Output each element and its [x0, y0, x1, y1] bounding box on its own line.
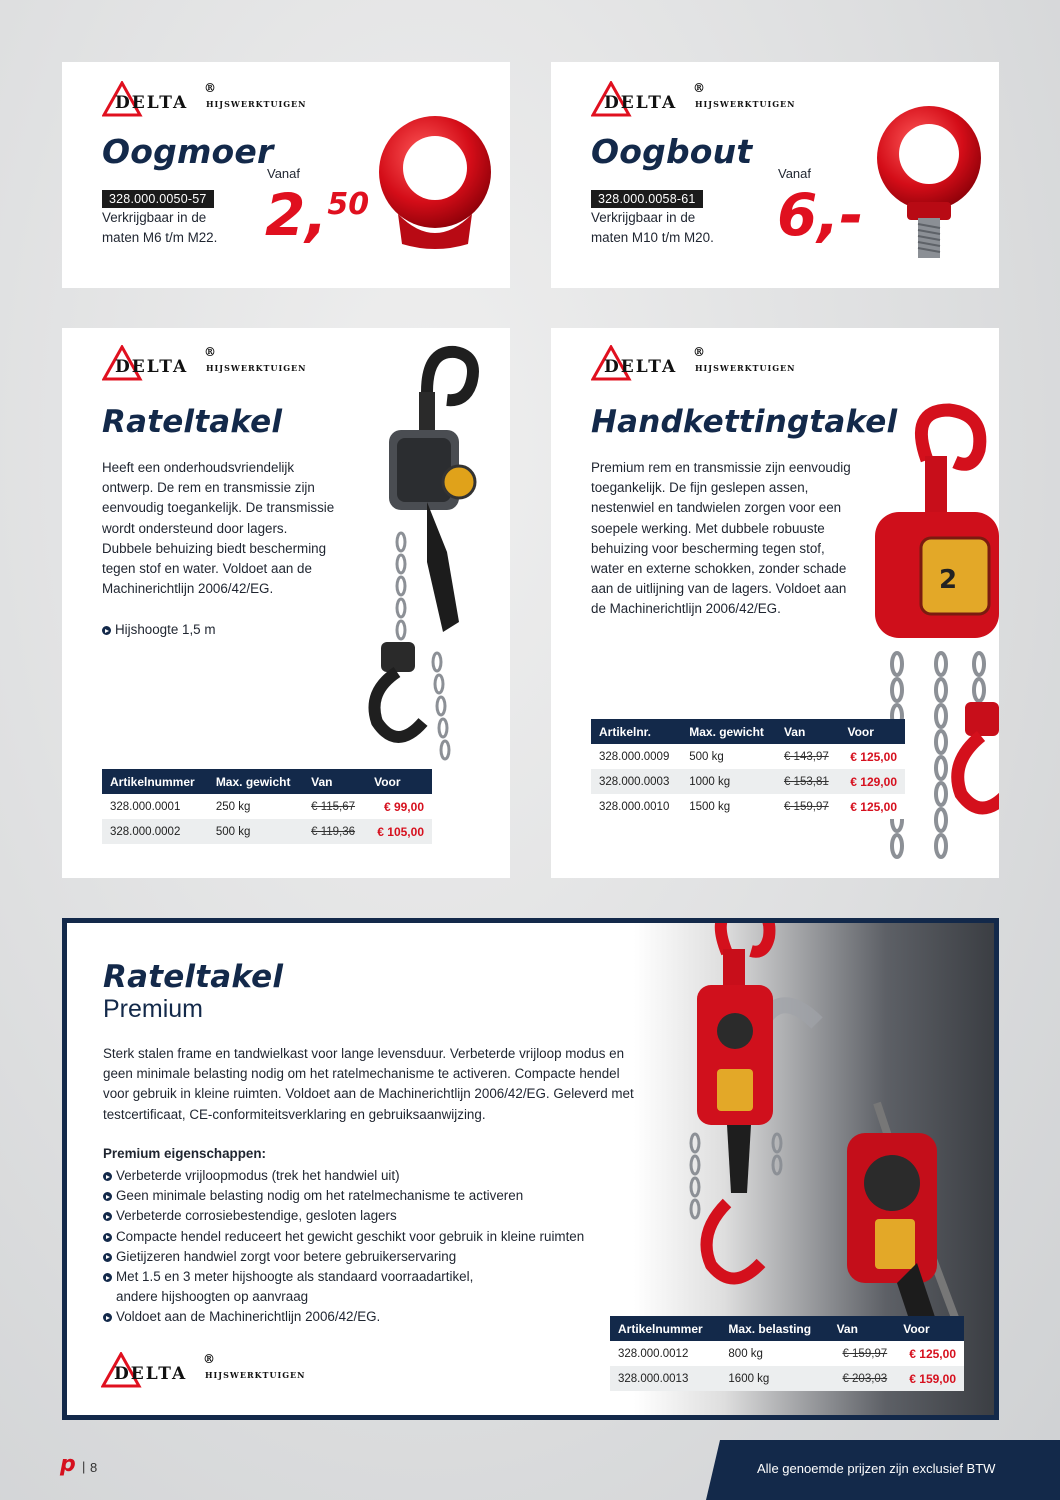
table-row — [102, 794, 432, 819]
old-price: € 119,36 — [303, 819, 366, 844]
new-price: € 105,00 — [366, 819, 432, 844]
old-price: € 159,97 — [776, 794, 839, 819]
feature-text-continued: andere hijshoogten op aanvraag — [116, 1289, 309, 1305]
feature-item — [102, 620, 215, 640]
column-header: Artikelnr. — [591, 719, 681, 744]
feature-list — [102, 620, 215, 640]
feature-item — [103, 1166, 643, 1186]
premium-section — [62, 918, 999, 1420]
new-price: € 129,00 — [839, 769, 905, 794]
column-header: Voor — [839, 719, 905, 744]
price-dec: 50 — [327, 187, 370, 222]
desc-line: water en externe schokken, zonder schade — [591, 561, 847, 577]
feature-item — [103, 1247, 643, 1267]
new-price: € 125,00 — [839, 794, 905, 819]
article-number: 328.000.0003 — [591, 769, 681, 794]
bullet-icon — [103, 1192, 112, 1201]
desc-line: Premium rem en transmissie zijn eenvoudig — [591, 460, 851, 475]
feature-item — [103, 1307, 643, 1327]
table-row — [591, 744, 905, 769]
desc-line: testcertificaat, CE-conformiteitsverklaring en gebruiksaanwijzing. — [103, 1106, 486, 1122]
new-price: € 99,00 — [366, 794, 432, 819]
feature-item — [103, 1267, 643, 1307]
rateltakel-card — [62, 328, 510, 878]
feature-item — [103, 1227, 643, 1247]
new-price: € 125,00 — [895, 1341, 964, 1366]
max-weight: 500 kg — [208, 819, 303, 844]
feature-text: Compacte hendel reduceert het gewicht geschikt voor gebruik in kleine ruimten — [116, 1228, 585, 1244]
logo-reg: ® — [204, 345, 216, 359]
desc-line: wordt ondersteund door lagers. — [102, 520, 288, 536]
new-price: € 125,00 — [839, 744, 905, 769]
desc-line: tegen stof en water. Voldoet aan de — [102, 561, 312, 577]
desc-line: soepele werking. Met dubbele robuuste — [591, 520, 825, 536]
article-number: 328.000.0001 — [102, 794, 208, 819]
table-row — [591, 794, 905, 819]
product-desc — [591, 208, 714, 248]
logo-brand: DELTA — [604, 93, 678, 113]
column-header: Van — [829, 1316, 896, 1341]
delta-logo — [591, 81, 821, 121]
desc-line: de Machinerichtlijn 2006/42/EG. — [591, 601, 781, 617]
logo-sub: HIJSWERKTUIGEN — [206, 99, 307, 109]
eye-nut-image — [370, 102, 500, 252]
footer-separator: | — [82, 1459, 86, 1474]
price — [265, 181, 370, 249]
product-desc — [102, 208, 217, 248]
logo-sub: HIJSWERKTUIGEN — [206, 363, 307, 373]
old-price: € 153,81 — [776, 769, 839, 794]
table-row — [591, 769, 905, 794]
price-int: 2, — [265, 181, 328, 249]
delta-logo — [101, 1352, 331, 1392]
article-number: 328.000.0012 — [610, 1341, 720, 1366]
bullet-icon — [102, 626, 111, 635]
old-price: € 159,97 — [829, 1341, 896, 1366]
props-title: Premium eigenschappen: — [103, 1146, 266, 1161]
product-desc — [102, 458, 334, 599]
vanaf-label: Vanaf — [267, 166, 301, 181]
old-price: € 203,03 — [829, 1366, 896, 1391]
feature-text: Geen minimale belasting nodig om het ratelmechanisme te activeren — [116, 1188, 524, 1204]
desc-line: Sterk stalen frame en tandwielkast voor lange levensduur. Verbeterde vrijloop modus en — [103, 1046, 625, 1061]
footer-brand-mark: p — [60, 1452, 76, 1477]
bullet-icon — [103, 1233, 112, 1242]
price: 6,- — [777, 181, 864, 249]
new-price: € 159,00 — [895, 1366, 964, 1391]
feature-text: Verbeterde corrosiebestendige, gesloten lagers — [116, 1208, 397, 1224]
price-table — [610, 1316, 964, 1391]
table-header-row — [102, 769, 432, 794]
price-table — [102, 769, 432, 844]
bullet-icon — [103, 1212, 112, 1221]
logo-brand: DELTA — [604, 357, 678, 377]
article-number: 328.000.0002 — [102, 819, 208, 844]
logo-sub: HIJSWERKTUIGEN — [205, 1370, 306, 1380]
desc-line: Heeft een onderhoudsvriendelijk — [102, 460, 295, 475]
delta-logo — [591, 345, 821, 385]
logo-brand: DELTA — [114, 1364, 188, 1384]
desc-line: eenvoudig toegankelijk. De transmissie — [102, 500, 335, 516]
delta-logo — [102, 345, 332, 385]
premium-hoist-image — [677, 918, 807, 1333]
desc-line: voor gebruik in kleine ruimten. Voldoet aan de Machinerichtlijn 2006/42/EG. Geleverd met — [103, 1086, 634, 1102]
desc-line: aan de uitlijning van de lagers. Voldoet aan — [591, 581, 847, 597]
desc-line: Verkrijgbaar in de — [591, 210, 696, 225]
column-header: Max. gewicht — [681, 719, 776, 744]
desc-line: toegankelijk. De fijn geslepen assen, — [591, 480, 809, 496]
desc-line: ontwerp. De rem en transmissie zijn — [102, 480, 315, 496]
max-weight: 500 kg — [681, 744, 776, 769]
desc-line: nestenwiel en tandwielen zorgen voor een — [591, 500, 842, 516]
logo-brand: DELTA — [115, 93, 189, 113]
desc-line: maten M6 t/m M22. — [102, 230, 218, 246]
section-title: Rateltakel — [103, 959, 284, 995]
eye-bolt-image — [869, 98, 989, 268]
table-header-row — [610, 1316, 964, 1341]
old-price: € 143,97 — [776, 744, 839, 769]
feature-text: Hijshoogte 1,5 m — [115, 622, 216, 637]
desc-line: geen minimale belasting nodig om het ratelmechanisme te activeren. Compacte hendel — [103, 1066, 620, 1082]
product-title: Oogbout — [591, 132, 753, 171]
logo-brand: DELTA — [115, 357, 189, 377]
feature-item — [103, 1206, 643, 1226]
column-header: Artikelnummer — [610, 1316, 720, 1341]
bullet-icon — [103, 1273, 112, 1282]
feature-item — [103, 1186, 643, 1206]
logo-sub: HIJSWERKTUIGEN — [695, 99, 796, 109]
article-number: 328.000.0009 — [591, 744, 681, 769]
oogmoer-card — [62, 62, 510, 288]
sku-badge: 328.000.0050-57 — [102, 190, 214, 208]
bullet-icon — [103, 1172, 112, 1181]
max-weight: 1500 kg — [681, 794, 776, 819]
price-table — [591, 719, 905, 819]
logo-reg: ® — [204, 81, 216, 95]
column-header: Artikelnummer — [102, 769, 208, 794]
table-row — [102, 819, 432, 844]
logo-reg: ® — [693, 81, 705, 95]
column-header: Voor — [895, 1316, 964, 1341]
handkettingtakel-card — [551, 328, 999, 878]
max-weight: 250 kg — [208, 794, 303, 819]
logo-sub: HIJSWERKTUIGEN — [695, 363, 796, 373]
max-load: 800 kg — [720, 1341, 828, 1366]
column-header: Van — [303, 769, 366, 794]
bullet-icon — [103, 1253, 112, 1262]
desc-line: Machinerichtlijn 2006/42/EG. — [102, 581, 274, 597]
section-desc — [103, 1044, 663, 1125]
desc-line: Dubbele behuizing biedt bescherming — [102, 540, 327, 556]
column-header: Van — [776, 719, 839, 744]
lever-hoist-image — [367, 342, 497, 762]
product-title: Handkettingtakel — [591, 404, 898, 440]
logo-reg: ® — [693, 345, 705, 359]
column-header: Max. belasting — [720, 1316, 828, 1341]
capacity-label: 2 — [939, 565, 958, 595]
footer-note: Alle genoemde prijzen zijn exclusief BTW — [757, 1461, 996, 1476]
product-title: Oogmoer — [102, 132, 274, 171]
column-header: Max. gewicht — [208, 769, 303, 794]
feature-text: Verbeterde vrijloopmodus (trek het handwiel uit) — [116, 1168, 400, 1183]
table-row — [610, 1341, 964, 1366]
delta-logo — [102, 81, 332, 121]
sku-badge: 328.000.0058-61 — [591, 190, 703, 208]
feature-text: Met 1.5 en 3 meter hijshoogte als standaard voorraadartikel, — [116, 1269, 474, 1285]
logo-reg: ® — [203, 1352, 215, 1366]
old-price: € 115,67 — [303, 794, 366, 819]
max-weight: 1000 kg — [681, 769, 776, 794]
column-header: Voor — [366, 769, 432, 794]
feature-text: Voldoet aan de Machinerichtlijn 2006/42/EG. — [116, 1309, 381, 1325]
table-header-row — [591, 719, 905, 744]
max-load: 1600 kg — [720, 1366, 828, 1391]
feature-text: Gietijzeren handwiel zorgt voor betere gebruikerservaring — [116, 1248, 457, 1264]
desc-line: behuizing voor bescherming tegen stof, — [591, 540, 825, 556]
section-subtitle: Premium — [103, 995, 204, 1023]
article-number: 328.000.0013 — [610, 1366, 720, 1391]
desc-line: maten M10 t/m M20. — [591, 230, 714, 246]
product-desc — [591, 458, 851, 620]
vanaf-label: Vanaf — [778, 166, 812, 181]
oogbout-card — [551, 62, 999, 288]
premium-feature-list — [103, 1166, 643, 1328]
article-number: 328.000.0010 — [591, 794, 681, 819]
product-title: Rateltakel — [102, 404, 283, 440]
table-row — [610, 1366, 964, 1391]
bullet-icon — [103, 1313, 112, 1322]
page-number: 8 — [90, 1460, 98, 1475]
desc-line: Verkrijgbaar in de — [102, 210, 207, 225]
